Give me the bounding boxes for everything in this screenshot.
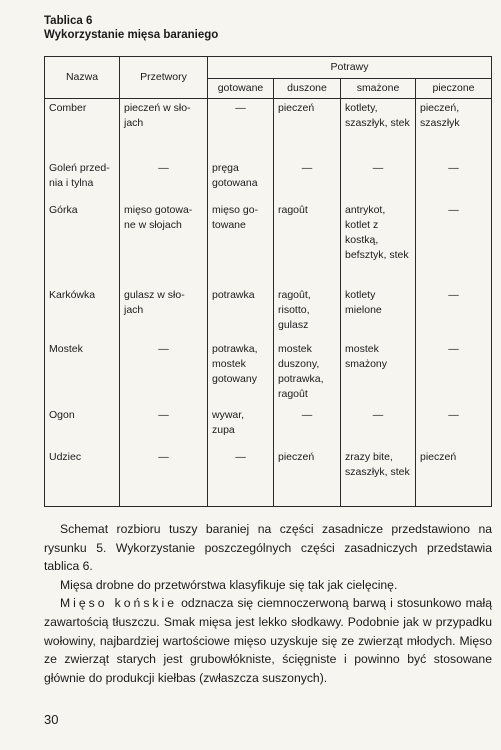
table-row xyxy=(45,159,492,201)
cell-gotowane: potrawka, mostek gotowany xyxy=(208,340,274,406)
header-gotowane: gotowane xyxy=(208,79,274,99)
cell-dash: — xyxy=(448,289,459,301)
cell-dash: — xyxy=(372,162,384,174)
cell-duszone: mostek duszony, potrawka, ragoût xyxy=(274,340,341,406)
header-smazone: smażone xyxy=(341,79,416,99)
cell-dash: — xyxy=(235,451,246,463)
body-text xyxy=(44,520,492,687)
cell-przetwory: gulasz w sło-jach xyxy=(120,286,208,340)
cell-dash: — xyxy=(158,451,169,463)
cell-gotowane: pręga gotowana xyxy=(208,159,274,201)
cell-smazone: kotlety, szaszłyk, stek xyxy=(341,99,416,160)
cell-dash: — xyxy=(448,343,459,355)
header-pieczone: pieczone xyxy=(416,79,492,99)
table-row xyxy=(45,99,492,160)
cell-nazwa: Comber xyxy=(45,99,120,160)
paragraph: Schemat rozbioru tuszy baraniej na części zasadnicze przedstawiono na rysunku 5. Wykorzystanie poszczególnych części zasadniczych przedstawia tablica 6. xyxy=(44,522,492,574)
header-duszone: duszone xyxy=(274,79,341,99)
cell-smazone: mostek smażony xyxy=(341,340,416,406)
cell-nazwa: Karkówka xyxy=(45,286,120,340)
table-row xyxy=(45,201,492,286)
cell-dash: — xyxy=(158,162,169,174)
header-przetwory: Przetwory xyxy=(120,57,208,99)
cell-pieczone xyxy=(416,406,492,448)
cell-pieczone xyxy=(416,201,492,286)
cell-duszone: pieczeń xyxy=(274,448,341,507)
table-row xyxy=(45,286,492,340)
table-row xyxy=(45,448,492,507)
meat-usage-table xyxy=(44,56,492,507)
cell-dash: — xyxy=(301,162,313,174)
cell-pieczone: pieczeń xyxy=(416,448,492,507)
cell-przetwory xyxy=(120,340,208,406)
cell-gotowane: potrawka xyxy=(208,286,274,340)
cell-smazone xyxy=(341,406,416,448)
cell-dash: — xyxy=(158,343,169,355)
table-number: Tablica 6 xyxy=(44,15,93,27)
cell-pieczone xyxy=(416,340,492,406)
cell-dash: — xyxy=(448,409,459,421)
cell-nazwa: Mostek xyxy=(45,340,120,406)
table-row xyxy=(45,340,492,406)
paragraph: Mięsa drobne do przetwórstwa klasyfikuje się tak jak cielęcinę. xyxy=(60,577,398,592)
table-caption xyxy=(44,14,218,42)
cell-duszone xyxy=(274,159,341,201)
cell-przetwory xyxy=(120,159,208,201)
cell-pieczone xyxy=(416,286,492,340)
cell-smazone: antrykot, kotlet z kostką, befsztyk, stek xyxy=(341,201,416,286)
cell-przetwory xyxy=(120,448,208,507)
cell-gotowane: mięso go-towane xyxy=(208,201,274,286)
cell-przetwory: mięso gotowa-ne w słojach xyxy=(120,201,208,286)
cell-dash: — xyxy=(158,409,169,421)
cell-pieczone: pieczeń, szaszłyk xyxy=(416,99,492,160)
cell-nazwa: Goleń przed-nia i tylna xyxy=(45,159,120,201)
cell-dash: — xyxy=(235,102,246,114)
cell-dash: — xyxy=(372,409,384,421)
table-row xyxy=(45,406,492,448)
cell-dash: — xyxy=(301,409,313,421)
cell-smazone: kotlety mielone xyxy=(341,286,416,340)
cell-nazwa: Udziec xyxy=(45,448,120,507)
page-number: 30 xyxy=(44,712,59,727)
header-nazwa: Nazwa xyxy=(45,57,120,99)
cell-gotowane: wywar, zupa xyxy=(208,406,274,448)
cell-duszone: ragoût xyxy=(274,201,341,286)
cell-pieczone xyxy=(416,159,492,201)
cell-gotowane xyxy=(208,99,274,160)
cell-nazwa: Górka xyxy=(45,201,120,286)
cell-gotowane xyxy=(208,448,274,507)
emphasized-term: Mięso końskie xyxy=(60,596,177,611)
cell-duszone xyxy=(274,406,341,448)
cell-przetwory xyxy=(120,406,208,448)
cell-przetwory: pieczeń w sło-jach xyxy=(120,99,208,160)
cell-smazone: zrazy bite, szaszłyk, stek xyxy=(341,448,416,507)
table-title: Wykorzystanie mięsa baraniego xyxy=(44,29,219,41)
cell-nazwa: Ogon xyxy=(45,406,120,448)
header-potrawy: Potrawy xyxy=(208,57,492,79)
paragraph-rest: odznacza się ciemnoczerwoną barwą i stosunkowo małą zawartością tłuszczu. Smak mięsa jest lekko słodkawy. Podobnie jak w przypadku wołowiny, najbardziej wartościowe mięso uzyskuje się ze zwierząt młodych. Mięso ze zwierząt starych jest grubowłókniste, ścięgniste i powinno być stosowane głównie do produkcji kiełbas (zwłaszcza suszonych). xyxy=(44,596,492,685)
cell-smazone xyxy=(341,159,416,201)
paragraph xyxy=(44,594,492,687)
cell-duszone: pieczeń xyxy=(274,99,341,160)
cell-duszone: ragoût, risotto, gulasz xyxy=(274,286,341,340)
cell-dash: — xyxy=(448,204,459,216)
cell-dash: — xyxy=(448,162,459,174)
